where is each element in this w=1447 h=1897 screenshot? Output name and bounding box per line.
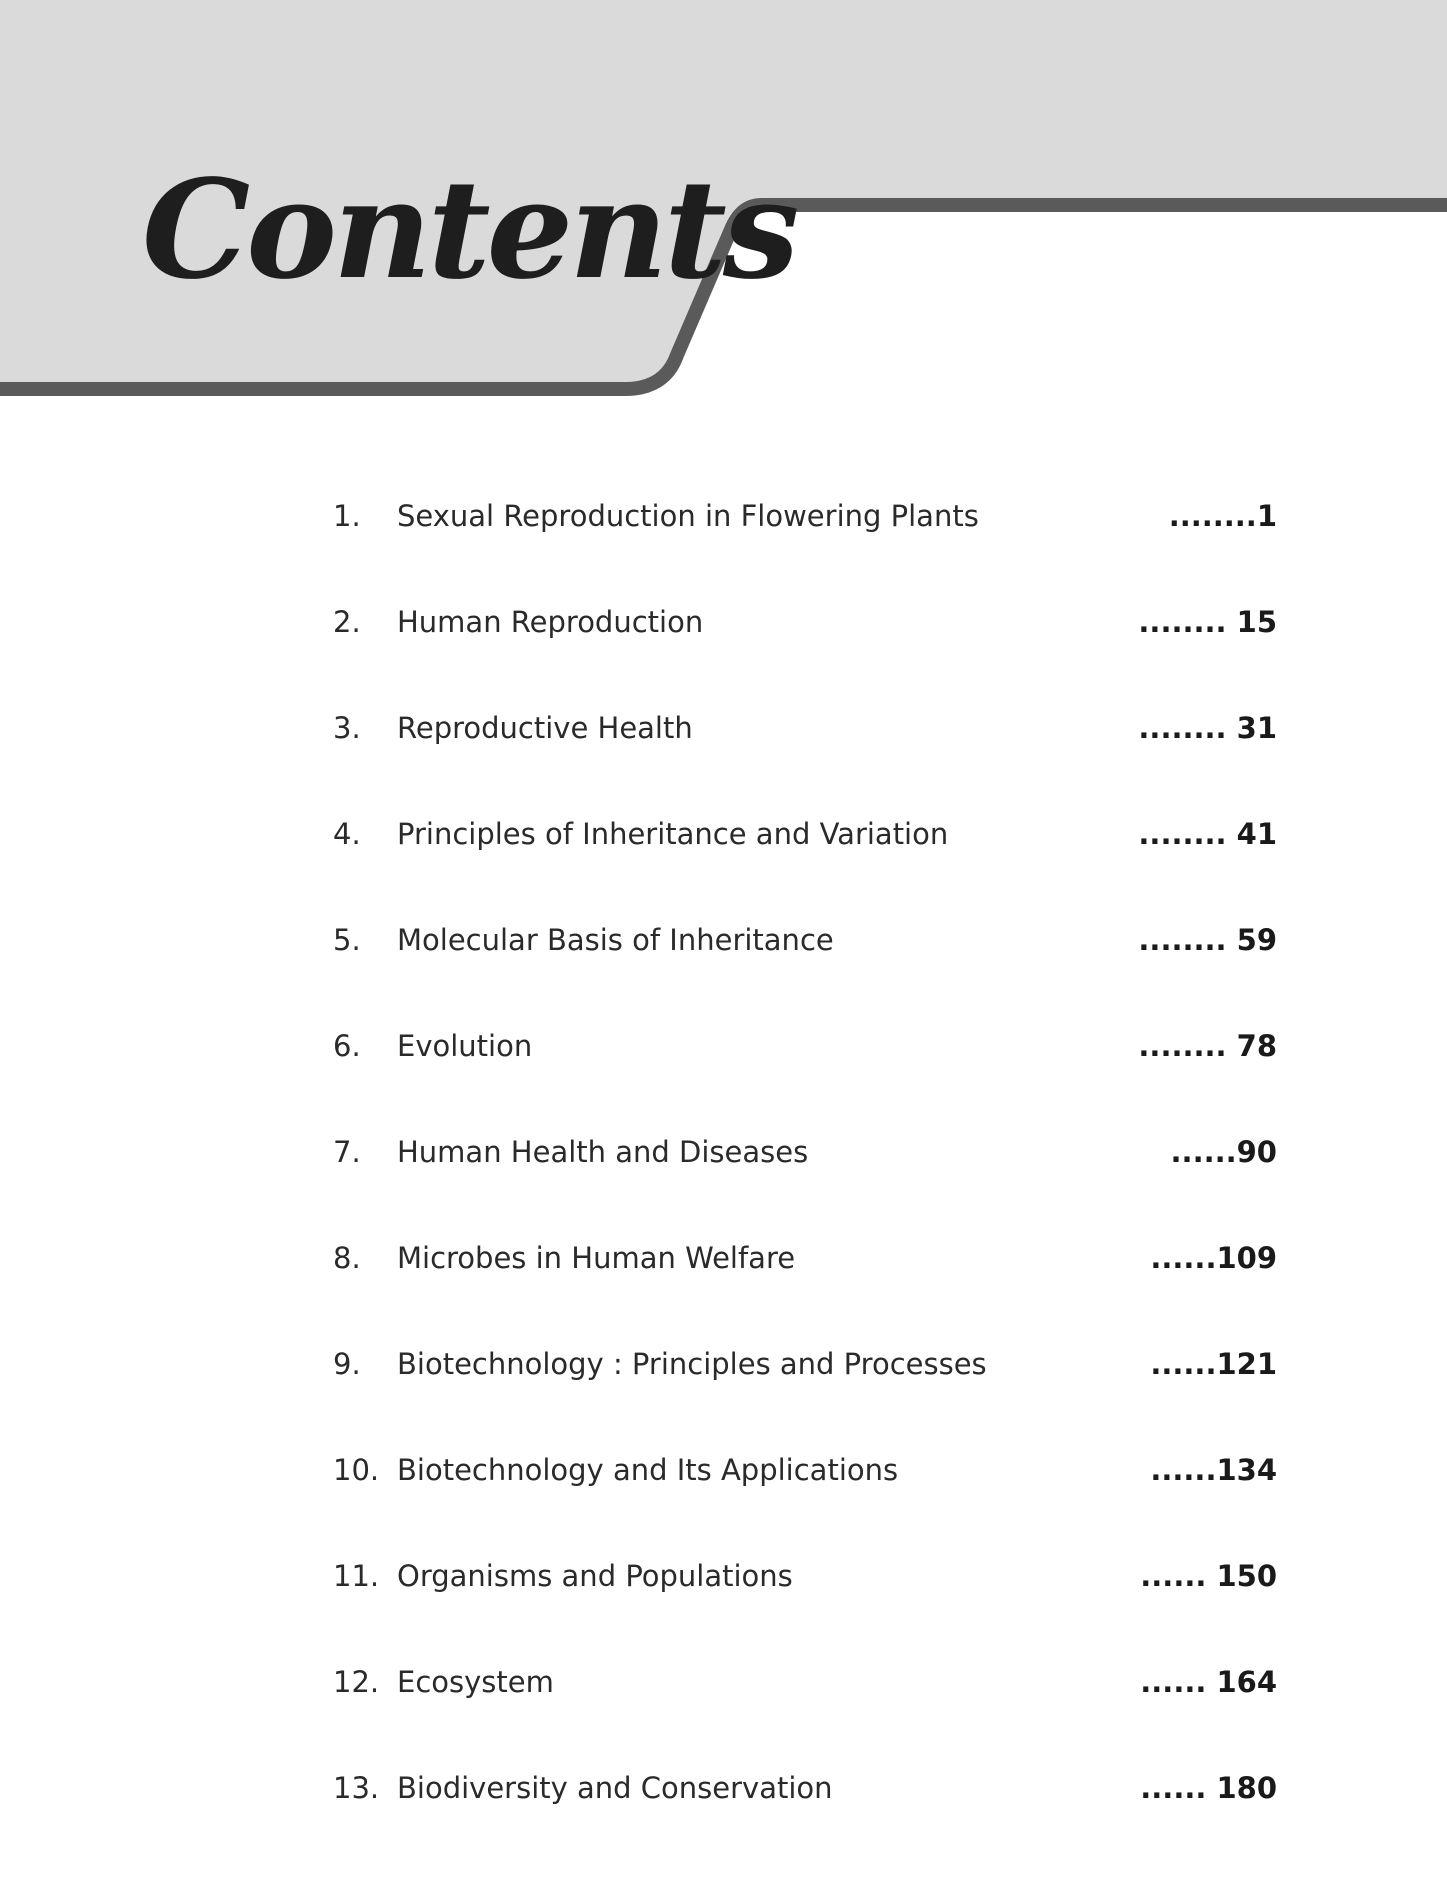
entry-page: ........ 59: [1138, 923, 1277, 957]
toc-entry[interactable]: [0, 1228, 1447, 1288]
entry-number: 1.: [333, 499, 361, 533]
entry-number: 5.: [333, 923, 361, 957]
toc-entry[interactable]: [0, 698, 1447, 758]
toc-entry[interactable]: [0, 1546, 1447, 1606]
entry-page: ......90: [1170, 1135, 1277, 1169]
entry-number: 11.: [333, 1559, 380, 1593]
entry-page: ...... 150: [1140, 1559, 1277, 1593]
toc-entry[interactable]: [0, 1440, 1447, 1500]
entry-title: Sexual Reproduction in Flowering Plants: [397, 499, 979, 533]
entry-title: Biotechnology and Its Applications: [397, 1453, 899, 1487]
entry-title: Microbes in Human Welfare: [397, 1241, 796, 1275]
entry-title: Biodiversity and Conservation: [397, 1771, 833, 1805]
entry-page: ......109: [1150, 1241, 1277, 1275]
page-title: Contents: [142, 150, 796, 310]
toc-entry[interactable]: [0, 592, 1447, 652]
entry-page: ........1: [1168, 499, 1277, 533]
entry-title: Biotechnology : Principles and Processes: [397, 1347, 987, 1381]
entry-number: 3.: [333, 711, 361, 745]
toc-entry[interactable]: [0, 1758, 1447, 1818]
entry-page: ........ 78: [1138, 1029, 1277, 1063]
toc-entry[interactable]: [0, 1016, 1447, 1076]
entry-title: Organisms and Populations: [397, 1559, 793, 1593]
entry-title: Ecosystem: [397, 1665, 554, 1699]
entry-page: ........ 31: [1138, 711, 1277, 745]
entry-page: ...... 164: [1140, 1665, 1277, 1699]
toc-entry[interactable]: [0, 1122, 1447, 1182]
entry-number: 7.: [333, 1135, 361, 1169]
toc-entry[interactable]: [0, 804, 1447, 864]
entry-number: 13.: [333, 1771, 380, 1805]
toc-entry[interactable]: [0, 1334, 1447, 1394]
toc-entry[interactable]: [0, 1652, 1447, 1712]
entry-number: 8.: [333, 1241, 361, 1275]
entry-number: 2.: [333, 605, 361, 639]
entry-title: Reproductive Health: [397, 711, 693, 745]
entry-number: 9.: [333, 1347, 361, 1381]
entry-number: 4.: [333, 817, 361, 851]
toc-entry[interactable]: [0, 910, 1447, 970]
entry-number: 6.: [333, 1029, 361, 1063]
entry-page: ......134: [1150, 1453, 1277, 1487]
entry-title: Evolution: [397, 1029, 533, 1063]
toc-entry[interactable]: [0, 486, 1447, 546]
entry-page: ........ 41: [1138, 817, 1277, 851]
entry-page: ...... 180: [1140, 1771, 1277, 1805]
entry-number: 12.: [333, 1665, 380, 1699]
entry-title: Principles of Inheritance and Variation: [397, 817, 949, 851]
entry-title: Molecular Basis of Inheritance: [397, 923, 834, 957]
entry-title: Human Reproduction: [397, 605, 704, 639]
entry-page: ......121: [1150, 1347, 1277, 1381]
entry-number: 10.: [333, 1453, 380, 1487]
entry-title: Human Health and Diseases: [397, 1135, 809, 1169]
entry-page: ........ 15: [1138, 605, 1277, 639]
